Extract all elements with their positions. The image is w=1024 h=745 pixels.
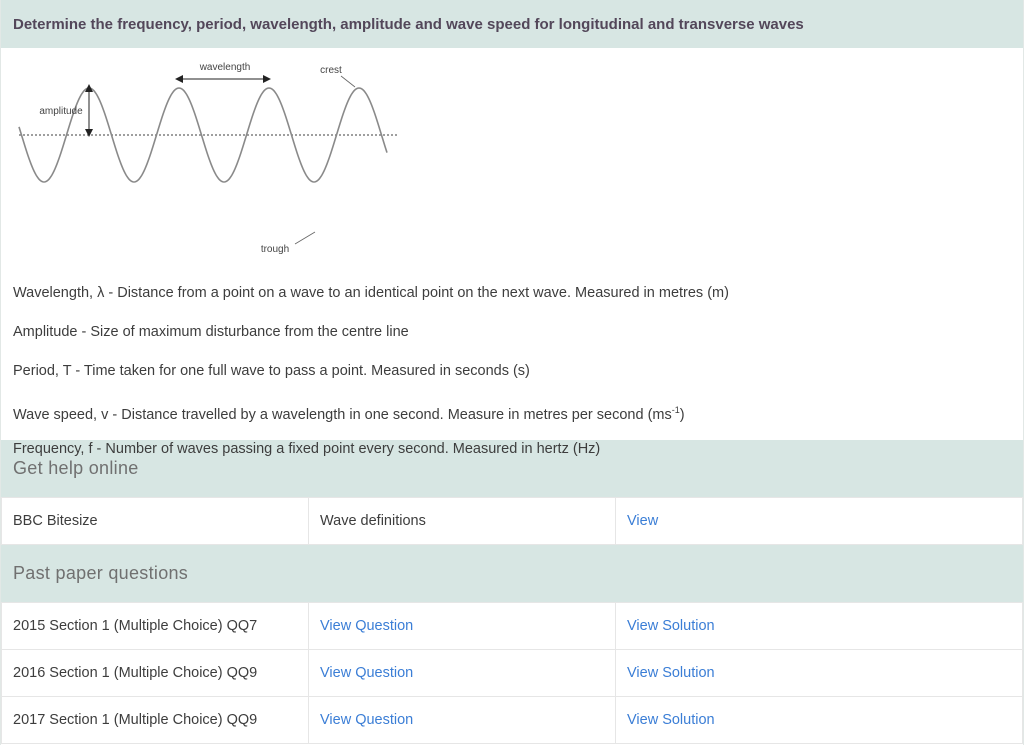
- table-row: [2, 697, 1023, 744]
- help-table: [1, 497, 1023, 545]
- paper-name: 2017 Section 1 (Multiple Choice) QQ9: [2, 697, 309, 744]
- table-row: [2, 650, 1023, 697]
- definition-wavelength: Wavelength, λ - Distance from a point on a wave to an identical point on the next wave. Measured in metres (m): [13, 285, 729, 301]
- view-question-link[interactable]: View Question: [320, 665, 414, 681]
- content-panel: [1, 48, 1023, 457]
- question-cell: [309, 650, 616, 697]
- page-title: Determine the frequency, period, wavelength, amplitude and wave speed for longitudinal and transverse waves: [1, 0, 1023, 48]
- crest-label: crest: [320, 65, 342, 76]
- definition-list: [13, 282, 729, 477]
- definition-wave-speed-text: Wave speed, v - Distance travelled by a wavelength in one second. Measure in metres per second (ms: [13, 406, 672, 423]
- help-source: BBC Bitesize: [2, 498, 309, 545]
- view-solution-link[interactable]: View Solution: [627, 712, 715, 728]
- view-question-link[interactable]: View Question: [320, 618, 414, 634]
- help-topic: Wave definitions: [309, 498, 616, 545]
- solution-cell: [616, 650, 1023, 697]
- help-view-cell: [616, 498, 1023, 545]
- paper-name: 2016 Section 1 (Multiple Choice) QQ9: [2, 650, 309, 697]
- definition-wave-speed-close: ): [679, 406, 685, 423]
- view-solution-link[interactable]: View Solution: [627, 665, 715, 681]
- view-solution-link[interactable]: View Solution: [627, 618, 715, 634]
- past-papers-heading: Past paper questions: [1, 545, 1023, 602]
- paper-name: 2015 Section 1 (Multiple Choice) QQ7: [2, 603, 309, 650]
- solution-cell: [616, 697, 1023, 744]
- question-cell: [309, 697, 616, 744]
- trough-pointer: [295, 232, 315, 244]
- help-view-link[interactable]: View: [627, 513, 659, 529]
- definition-wave-speed: [13, 399, 729, 438]
- definition-period: Period, T - Time taken for one full wave to pass a point. Measured in seconds (s): [13, 363, 530, 379]
- solution-cell: [616, 603, 1023, 650]
- definition-amplitude: Amplitude - Size of maximum disturbance from the centre line: [13, 324, 409, 340]
- table-row: [2, 498, 1023, 545]
- view-question-link[interactable]: View Question: [320, 712, 414, 728]
- wave-diagram: [1, 48, 421, 268]
- definition-wave-speed-superscript: -1: [671, 405, 680, 415]
- wavelength-label: wavelength: [199, 62, 251, 73]
- amplitude-label: amplitude: [39, 106, 83, 117]
- definition-frequency: Frequency, f - Number of waves passing a fixed point every second. Measured in hertz (Hz): [13, 441, 601, 457]
- trough-label: trough: [260, 244, 290, 255]
- crest-pointer: [341, 76, 355, 87]
- table-row: [2, 603, 1023, 650]
- help-section-heading: Get help online: [1, 440, 1023, 497]
- question-cell: [309, 603, 616, 650]
- past-papers-table: [1, 602, 1023, 744]
